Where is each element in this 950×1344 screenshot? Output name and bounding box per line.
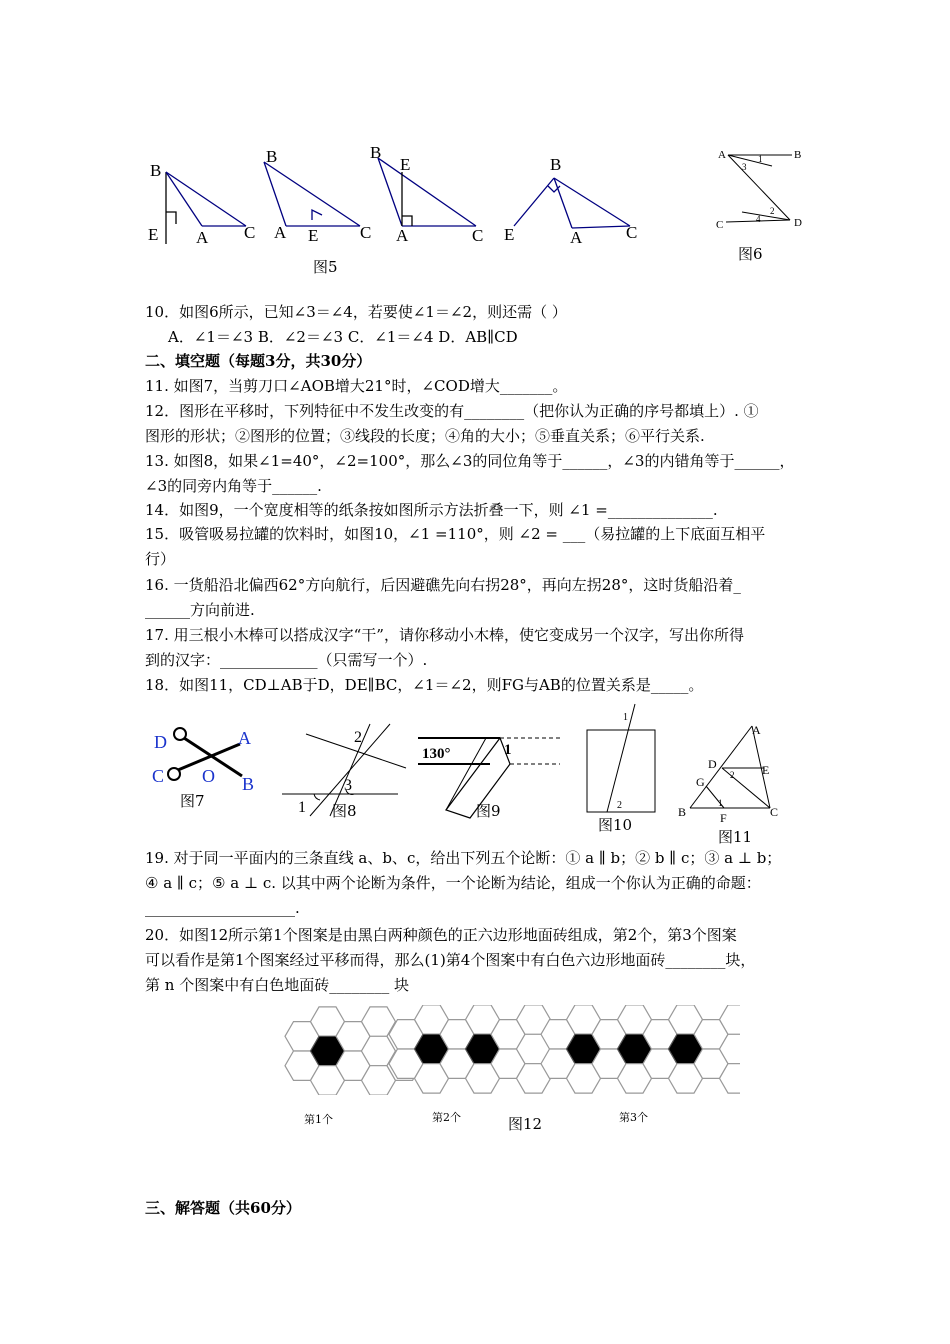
q10-options: A．∠1＝∠3 B．∠2＝∠3 C．∠1＝∠4 D．AB∥CD bbox=[168, 328, 518, 346]
fig5-label-A1: A bbox=[196, 228, 209, 247]
fig5-label-C4: C bbox=[626, 223, 638, 242]
fig5-label-B4: B bbox=[550, 155, 562, 174]
fig5-label-B1: B bbox=[150, 161, 162, 180]
figure-11-caption: 图11 bbox=[718, 828, 753, 846]
fig5-label-C3: C bbox=[472, 226, 484, 245]
figure-12-sub2: 第2个 bbox=[432, 1111, 461, 1124]
fig6-label-4: 4 bbox=[756, 214, 761, 224]
figure-12-sub1: 第1个 bbox=[304, 1113, 333, 1126]
q13-line2: ∠3的同旁内角等于______. bbox=[145, 477, 322, 495]
fig7-label-C: C bbox=[152, 766, 165, 786]
q20-line2: 可以看作是第1个图案经过平移而得，那么(1)第4个图案中有白色六边形地面砖________块， bbox=[145, 951, 756, 969]
q19-line1: 19. 对于同一平面内的三条直线 a、b、c，给出下列五个论断：① a ∥ b；② b ∥ c；③ a ⊥ b； bbox=[145, 849, 782, 867]
figure-12 bbox=[280, 1005, 740, 1095]
q16-line2: ______方向前进. bbox=[145, 601, 255, 619]
fig5-label-C1: C bbox=[244, 223, 256, 242]
fig7-label-B: B bbox=[242, 774, 255, 794]
q13-line1: 13. 如图8，如果∠1=40°，∠2=100°，那么∠3的同位角等于______，∠3的内错角等于______， bbox=[145, 452, 795, 470]
q12-line2: 图形的形状；②图形的位置；③线段的长度；④角的大小；⑤垂直关系；⑥平行关系. bbox=[145, 427, 705, 445]
q20-line1: 20．如图12所示第1个图案是由黑白两种颜色的正六边形地面砖组成，第2个，第3个图案 bbox=[145, 926, 737, 944]
figure-12-sub3: 第3个 bbox=[619, 1111, 648, 1124]
fig11-label-A: A bbox=[752, 723, 761, 737]
q11: 11. 如图7，当剪刀口∠AOB增大21°时，∠COD增大_______。 bbox=[145, 377, 568, 395]
fig5-label-A3: A bbox=[396, 226, 409, 245]
fig11-label-C: C bbox=[770, 805, 779, 819]
fig5-label-B3: B bbox=[370, 143, 382, 162]
section-3-title: 三、解答题（共60分） bbox=[145, 1199, 301, 1217]
fig11-label-E: E bbox=[762, 763, 770, 777]
fig6-label-2: 2 bbox=[770, 206, 775, 216]
figure-10 bbox=[583, 700, 661, 816]
fig9-label-1: 1 bbox=[504, 742, 512, 758]
fig6-label-1: 1 bbox=[758, 154, 763, 164]
figure-9-caption: 图9 bbox=[476, 802, 501, 820]
q18: 18．如图11，CD⊥AB于D，DE∥BC，∠1＝∠2，则FG与AB的位置关系是_____。 bbox=[145, 676, 704, 694]
fig11-label-G: G bbox=[696, 775, 705, 789]
fig5-label-C2: C bbox=[360, 223, 372, 242]
figure-11 bbox=[676, 718, 796, 822]
section-2-title: 二、填空题（每题3分，共30分） bbox=[145, 352, 372, 370]
fig8-label-3: 3 bbox=[344, 777, 352, 794]
figure-10-caption: 图10 bbox=[598, 816, 633, 834]
fig8-label-1: 1 bbox=[298, 799, 306, 816]
fig5-label-A4: A bbox=[570, 228, 583, 247]
figure-6-caption: 图6 bbox=[738, 245, 763, 263]
figure-5 bbox=[140, 140, 660, 250]
fig10-label-2: 2 bbox=[617, 800, 622, 811]
figure-7-caption: 图7 bbox=[180, 792, 205, 810]
fig8-label-2: 2 bbox=[354, 729, 362, 746]
figure-12-caption: 图12 bbox=[508, 1115, 543, 1133]
q15-line1: 15．吸管吸易拉罐的饮料时，如图10，∠1 =110°，则 ∠2 = ___（易拉罐的上下底面互相平 bbox=[145, 525, 766, 543]
q10-stem: 10．如图6所示，已知∠3＝∠4，若要使∠1＝∠2，则还需（ ） bbox=[145, 303, 567, 321]
figure-6 bbox=[712, 142, 812, 234]
figure-5-caption: 图5 bbox=[313, 258, 338, 276]
fig5-label-E3: E bbox=[400, 155, 411, 174]
q20-line3: 第 n 个图案中有白色地面砖________ 块 bbox=[145, 976, 409, 994]
fig11-label-B: B bbox=[678, 805, 687, 819]
fig6-label-B: B bbox=[794, 149, 802, 161]
fig9-angle-130: 130° bbox=[422, 746, 451, 762]
fig5-label-E2: E bbox=[308, 226, 319, 245]
fig7-label-D: D bbox=[154, 732, 167, 752]
q14: 14．如图9，一个宽度相等的纸条按如图所示方法折叠一下，则 ∠1 =______________. bbox=[145, 501, 718, 519]
fig7-label-O: O bbox=[202, 766, 215, 786]
figure-7 bbox=[150, 722, 270, 794]
q19-line2: ④ a ∥ c；⑤ a ⊥ c. 以其中两个论断为条件，一个论断为结论，组成一个你认为正确的命题： bbox=[145, 874, 761, 892]
fig5-label-E4: E bbox=[504, 225, 515, 244]
fig6-label-A: A bbox=[718, 149, 726, 161]
fig11-label-1: 1 bbox=[718, 798, 723, 808]
q17-line2: 到的汉字：_____________（只需写一个）. bbox=[145, 651, 428, 669]
q17-line1: 17. 用三根小木棒可以搭成汉字“干”，请你移动小木棒，使它变成另一个汉字，写出你所得 bbox=[145, 626, 744, 644]
fig6-label-3: 3 bbox=[742, 162, 747, 172]
fig11-label-D: D bbox=[708, 757, 717, 771]
fig6-label-C: C bbox=[716, 219, 724, 231]
q15-line2: 行） bbox=[145, 550, 176, 568]
q16-line1: 16. 一货船沿北偏西62°方向航行，后因避礁先向右拐28°，再向左拐28°，这时货船沿着_ bbox=[145, 576, 741, 594]
figure-8-caption: 图8 bbox=[332, 802, 357, 820]
fig5-label-E1: E bbox=[148, 225, 159, 244]
fig11-label-F: F bbox=[720, 811, 727, 822]
fig11-label-2: 2 bbox=[730, 770, 735, 780]
q19-line3: ____________________. bbox=[145, 899, 300, 917]
fig5-label-A2: A bbox=[274, 223, 287, 242]
fig5-label-B2: B bbox=[266, 147, 278, 166]
q12-line1: 12．图形在平移时，下列特征中不发生改变的有________（把你认为正确的序号都填上）. ① bbox=[145, 402, 759, 420]
fig7-label-A: A bbox=[238, 728, 251, 748]
fig6-label-D: D bbox=[794, 217, 802, 229]
fig10-label-1: 1 bbox=[623, 712, 628, 723]
